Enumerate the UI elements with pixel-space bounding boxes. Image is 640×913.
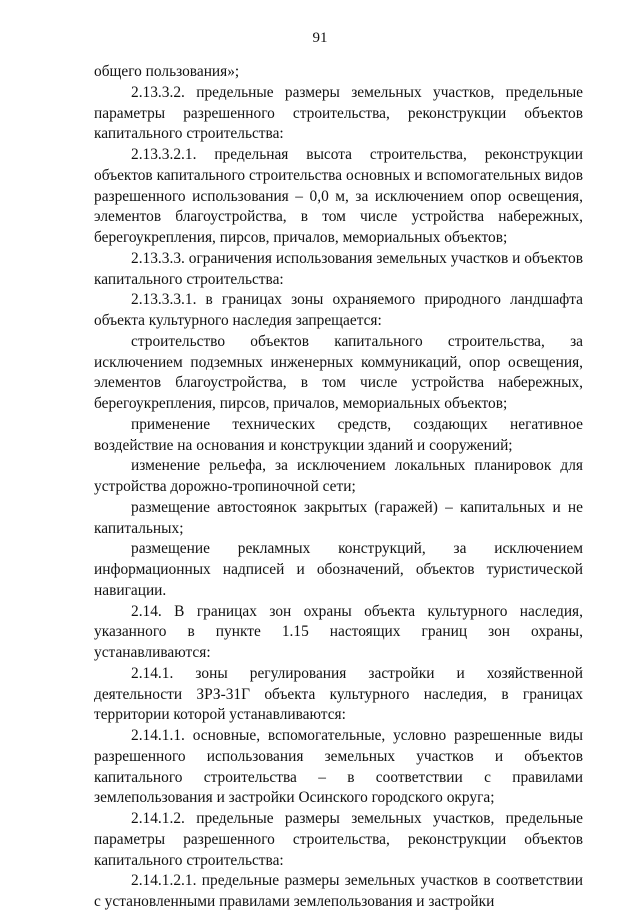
paragraph: строительство объектов капитального строительства, за исключением подземных инженерных коммуникаций, опор освещения, элементов благоустройства, в том числе устройства набережных, берегоукрепления, пирсов, причалов, мемориальных объектов; [94, 332, 583, 412]
paragraph: 2.14.1.2. предельные размеры земельных участков, предельные параметры разрешенного строительства, реконструкции объектов капитального строительства: [94, 810, 583, 869]
document-body [94, 62, 583, 913]
paragraph: 2.14.1.1. основные, вспомогательные, условно разрешенные виды разрешенного использования земельных участков и объектов капитального строительства – в соответствии с правилами землепользования и застройки Осинского городского округа; [94, 727, 583, 807]
paragraph: изменение рельефа, за исключением локальных планировок для устройства дорожно-тропиночной сети; [94, 457, 583, 495]
paragraph: 2.13.3.2. предельные размеры земельных участков, предельные параметры разрешенного строительства, реконструкции объектов капитального строительства: [94, 83, 583, 143]
paragraph: размещение автостоянок закрытых (гаражей) – капитальных и не капитальных; [94, 498, 583, 537]
paragraph: 2.13.3.2.1. предельная высота строительства, реконструкции объектов капитального строительства основных и вспомогательных видов разрешенного использования – 0,0 м, за исключением опор освещения, элементов благоустройства, в том числе устройства набережных, берегоукрепления, пирсов, причалов, мемориальных объектов; [94, 146, 583, 246]
paragraph: 2.14.1. зоны регулирования застройки и хозяйственной деятельности ЗРЗ-31Г объекта культурного наследия, в границах территории которой устанавливаются: [94, 664, 583, 724]
paragraph: 2.14.1.2.1. предельные размеры земельных участков в соответствии с установленными правилами землепользования и застройки [94, 872, 583, 910]
paragraph: 2.14. В границах зон охраны объекта культурного наследия, указанного в пункте 1.15 настоящих границ зон охраны, устанавливаются: [94, 602, 583, 661]
paragraph: 2.13.3.3. ограничения использования земельных участков и объектов капитального строительства: [94, 249, 583, 288]
paragraph: общего пользования»; [94, 63, 240, 80]
page-number: 91 [312, 30, 328, 46]
paragraph: 2.13.3.3.1. в границах зоны охраняемого природного ландшафта объекта культурного наследия запрещается: [94, 291, 583, 329]
paragraph: применение технических средств, создающих негативное воздействие на основания и конструкции зданий и сооружений; [94, 415, 583, 454]
paragraph: размещение рекламных конструкций, за исключением информационных надписей и обозначений, объектов туристической навигации. [94, 540, 583, 599]
